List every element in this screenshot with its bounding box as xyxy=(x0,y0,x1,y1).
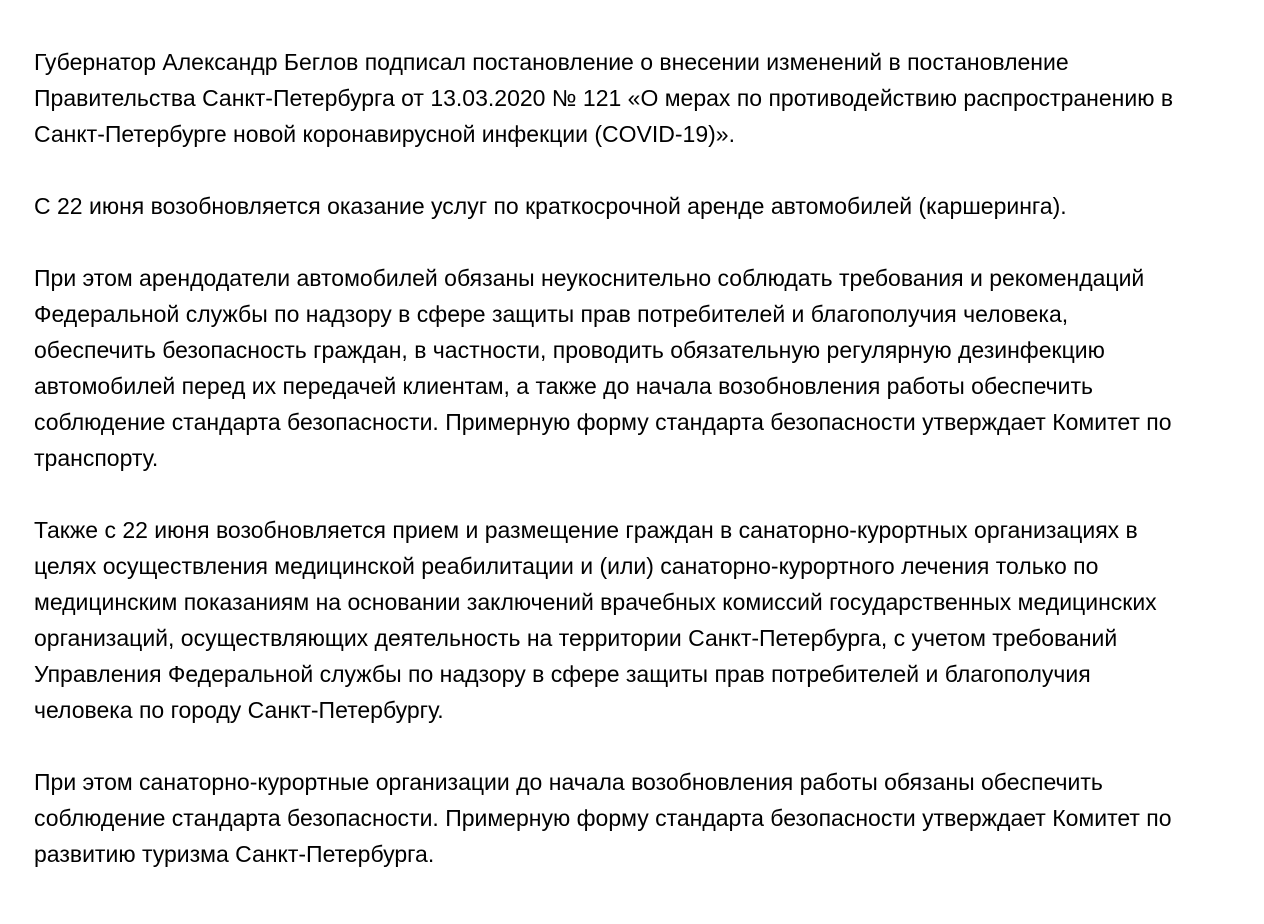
paragraph-carsharing xyxy=(34,188,1244,224)
paragraph-line: медицинским показаниям на основании заключений врачебных комиссий государственных медицинских xyxy=(34,589,1157,615)
article-body xyxy=(34,44,1244,872)
paragraph-line: организаций, осуществляющих деятельность на территории Санкт-Петербурга, с учетом требований xyxy=(34,625,1118,651)
paragraph-line: развитию туризма Санкт-Петербурга. xyxy=(34,841,435,867)
paragraph-line: Федеральной службы по надзору в сфере защиты прав потребителей и благополучия человека, xyxy=(34,301,1069,327)
paragraph-line: При этом арендодатели автомобилей обязаны неукоснительно соблюдать требования и рекомендаций xyxy=(34,265,1145,291)
paragraph-carsharing-requirements xyxy=(34,260,1244,476)
paragraph-line: Правительства Санкт-Петербурга от 13.03.2020 № 121 «О мерах по противодействию распространению в xyxy=(34,85,1174,111)
paragraph-decree xyxy=(34,44,1244,152)
paragraph-line: При этом санаторно-курортные организации до начала возобновления работы обязаны обеспечить xyxy=(34,769,1103,795)
paragraph-line: Также с 22 июня возобновляется прием и размещение граждан в санаторно-курортных организациях в xyxy=(34,517,1138,543)
paragraph-line: человека по городу Санкт-Петербургу. xyxy=(34,697,444,723)
paragraph-line: соблюдение стандарта безопасности. Примерную форму стандарта безопасности утверждает Комитет по xyxy=(34,805,1172,831)
paragraph-line: автомобилей перед их передачей клиентам, а также до начала возобновления работы обеспечить xyxy=(34,373,1094,399)
paragraph-line: обеспечить безопасность граждан, в частности, проводить обязательную регулярную дезинфекцию xyxy=(34,337,1105,363)
paragraph-line: Губернатор Александр Беглов подписал постановление о внесении изменений в постановление xyxy=(34,49,1069,75)
paragraph-line: транспорту. xyxy=(34,445,159,471)
paragraph-sanatorium-requirements xyxy=(34,764,1244,872)
paragraph-line: Управления Федеральной службы по надзору в сфере защиты прав потребителей и благополучия xyxy=(34,661,1091,687)
paragraph-sanatoriums xyxy=(34,512,1244,728)
paragraph-line: Санкт-Петербурге новой коронавирусной инфекции (COVID-19)». xyxy=(34,121,735,147)
paragraph-line: соблюдение стандарта безопасности. Примерную форму стандарта безопасности утверждает Комитет по xyxy=(34,409,1172,435)
paragraph-line: С 22 июня возобновляется оказание услуг по краткосрочной аренде автомобилей (каршеринга). xyxy=(34,193,1067,219)
paragraph-line: целях осуществления медицинской реабилитации и (или) санаторно-курортного лечения только по xyxy=(34,553,1099,579)
